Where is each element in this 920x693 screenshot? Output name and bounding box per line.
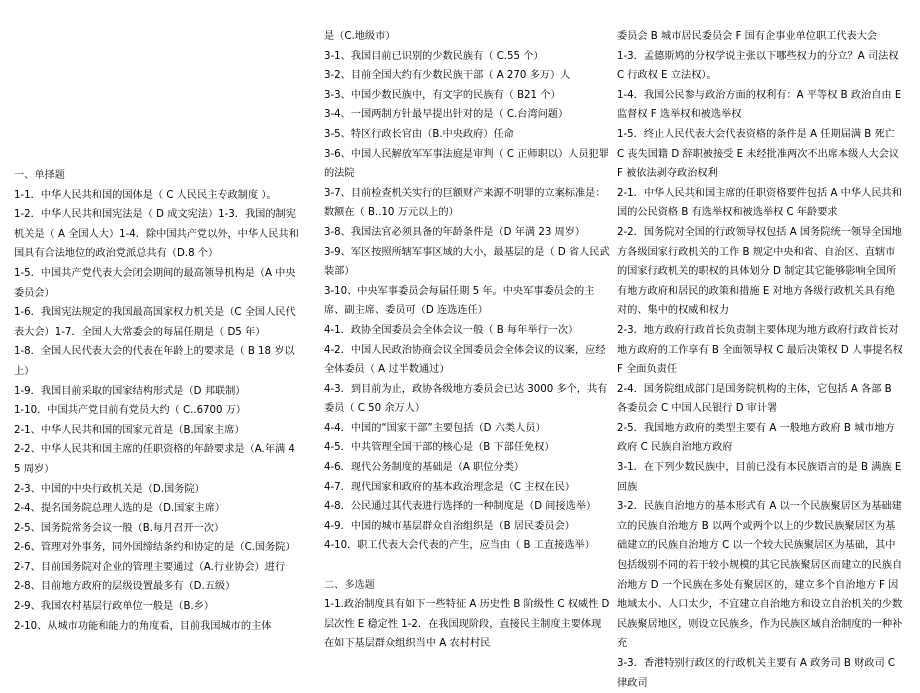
question-item: 3-2、目前全国大约有少数民族干部（ A 270 多万）人 (324, 70, 571, 82)
question-item: 4-7．现代国家和政府的基本政治理念是（C 主权在民） (324, 481, 576, 493)
question-item: 3-9、军区按照所辖军事区域的大小，最基层的是（ D 省人民武装部） (324, 246, 610, 278)
question-item: 4-1．政协全国委员会全体会议一般（ B 每年举行一次） (324, 324, 579, 336)
question-item: 4-2．中国人民政治协商会议全国委员会全体会议的议案，应经全体委员（ A 过半数通过） (324, 344, 606, 376)
question-item: 1-4．我国公民参与政治方面的权利有：A 平等权 B 政治自由 E 监督权 F 选举权和被选举权 (617, 89, 902, 121)
question-item: 1-8．全国人民代表大会的代表在年龄上的要求是（ B 18 岁以上） (14, 346, 295, 377)
question-item: 4-6．现代公务制度的基础是（A 职位分类） (324, 462, 525, 474)
question-item: 2-2、中华人民共和国主席的任职资格的年龄要求是（A.年满 45 周岁） (14, 444, 295, 475)
question-item: 3-8、我国法官必须具备的年龄条件是（D 年满 23 周岁） (324, 226, 586, 238)
question-item: 1-10．中国共产党目前有党员大约（ C..6700 万） (14, 405, 247, 417)
question-item: 2-10、从城市功能和能力的角度看，目前我国城市的主体 (14, 620, 272, 632)
question-item: 2-8、目前地方政府的层级设置最多有（D.五级） (14, 581, 236, 593)
question-item: 3-1、我国目前已识别的少数民族有（ C.55 个） (324, 50, 544, 62)
question-item: 委员会 B 城市居民委员会 F 国有企事业单位职工代表大会 (617, 31, 878, 42)
question-item: 2-1、中华人民共和国的国家元首是（B.国家主席） (14, 424, 245, 436)
question-item: 2-1．中华人民共和国主席的任职资格要件包括 A 中华人民共和国的公民资格 B 有选举权和被选举权 C 年龄要求 (617, 187, 902, 219)
column-right (617, 27, 903, 693)
question-item: 3-5、特区行政长官由（B.中央政府）任命 (324, 128, 514, 140)
question-item: 3-3、中国少数民族中，有文字的民族有（ B21 个） (324, 89, 561, 101)
column-middle (324, 27, 610, 654)
question-item: 1-5．中国共产党代表大会闭会期间的最高领导机构是（A 中央委员会） (14, 267, 296, 299)
question-item: 2-5．我国地方政府的类型主要有 A 一般地方政府 B 城市地方政府 C 民族自治地方政府 (617, 422, 895, 454)
section-heading: 二、多选题 (324, 579, 375, 591)
section-heading: 一、单择题 (14, 170, 65, 181)
question-item: 4-3．到目前为止，政协各级地方委员会已达 3000 多个，共有委员（ C 50 余万人） (324, 383, 608, 415)
question-item: 1-1．中华人民共和国的国体是（ C 人民民主专政制度 ）。 (14, 189, 277, 201)
spacer (324, 556, 610, 576)
question-item: 3-10、中央军事委员会每届任期 5 年。中央军事委员会的主席、副主席、委员可（D 连选连任） (324, 285, 595, 317)
question-item: 2-3．地方政府行政首长负责制主要体现为地方政府行政首长对地方政府的工作享有 B 全面领导权 C 最后决策权 D 人事提名权 F 全面负责任 (617, 324, 903, 376)
question-item: 2-2．国务院对全国的行政领导权包括 A 国务院统一领导全国地方各级国家行政机关的工作 B 规定中央和省、自治区、直辖市的国家行政机关的职权的具体划分 D 制定其它能够影响全国所有地方政府和居民的政策和措施 E 对地方各级行政机关具有绝对的、集中的权威和权力 (617, 226, 902, 317)
question-item: 3-2．民族自治地方的基本形式有 A 以一个民族聚居区为基础建立的民族自治地方 B 以两个或两个以上的少数民族聚居区为基础建立的民族自治地方 C 以一个较大民族聚居区为基础，其中包括级别不同的若干较小规模的其它民族聚居区而建立的民族自治地方 D 一个民族在多处有聚居区的，建立多个自治地方 F 因地域太小、人口太少，不宜建立自治地方和设立自治机关的少数民族聚居地区，则设立民族乡，作为民族区域自治制度的一种补充 (617, 501, 903, 650)
question-item: 4-10．职工代表大会代表的产生，应当由（ B 工直接选举） (324, 540, 595, 552)
question-item: 2-9、我国农村基层行政单位一般是（B.乡） (14, 601, 215, 613)
question-item: 1-9．我国目前采取的国家结构形式是（D 邦联制） (14, 385, 246, 397)
question-item: 是（C.地级市） (324, 31, 396, 42)
question-item: 1-5．终止人民代表大会代表资格的条件是 A 任期届满 B 死亡 C 丧失国籍 D 辞职被接受 E 未经批准两次不出席本级人大会议 F 被依法剥夺政治权利 (617, 128, 900, 180)
question-item: 4-4．中国的“国家干部”主要包括（D 六类人员） (324, 422, 546, 434)
question-item: 2-6、管理对外事务，同外国缔结条约和协定的是（C.国务院） (14, 542, 296, 554)
question-item: 2-7、目前国务院对企业的管理主要通过（A.行业协会）进行 (14, 561, 286, 573)
question-item: 3-3．香港特别行政区的行政机关主要有 A 政务司 B 财政司 C 律政司 (617, 658, 896, 689)
question-item: 2-5、国务院常务会议一般（B.每月召开一次） (14, 522, 225, 534)
question-item: 2-4．国务院组成部门是国务院机构的主体，它包括 A 各部 B 各委员会 C 中国人民银行 D 审计署 (617, 383, 892, 415)
question-item: 3-6、中国人民解放军军事法庭是审判（ C 正师职以）人员犯罪的法院 (324, 148, 609, 180)
question-item: 2-4、提名国务院总理人选的是（D.国家主席） (14, 503, 226, 515)
question-item: 1-2．中华人民共和国宪法是（ D 成文宪法）1-3．我国的制宪机关是（ A 全国人大）1-4．除中国共产党以外，中华人民共和国具有合法地位的政治党派总共有（D.8 个） (14, 209, 299, 260)
question-item: 1-3．孟德斯鸠的分权学说主张以下哪些权力的分立？A 司法权 C 行政权 E 立法权）。 (617, 50, 899, 82)
question-item: 1-6．我国宪法规定的我国最高国家权力机关是（C 全国人民代表大会）1-7．全国人大常委会的每届任期是（ D5 年） (14, 307, 296, 338)
question-item: 3-4、一国两制方针最早提出针对的是（ C.台湾问题） (324, 109, 569, 121)
column-left (14, 166, 300, 636)
question-item: 4-8．公民通过其代表进行选择的一种制度是（D 间接选举） (324, 501, 597, 513)
question-item: 4-5．中共管理全国干部的核心是（B 下部任免权） (324, 442, 555, 454)
question-item: 1-1.政治制度具有如下一些特征 A 历史性 B 阶级性 C 权威性 D 层次性 E 稳定性 1-2．在我国现阶段，直接民主制度主要体现在如下基层群众组织当中 A 农村村民 (324, 599, 610, 650)
question-item: 3-7、目前检查机关实行的巨额财产来源不明罪的立案标准是：数额在（ B..10 万元以上的） (324, 187, 606, 219)
question-item: 3-1．在下列少数民族中，目前已没有本民族语言的是 B 满族 E 回族 (617, 462, 902, 493)
question-item: 2-3、中国的中央行政机关是（D.国务院） (14, 483, 205, 495)
question-item: 4-9．中国的城市基层群众自治组织是（B 居民委员会） (324, 520, 575, 532)
